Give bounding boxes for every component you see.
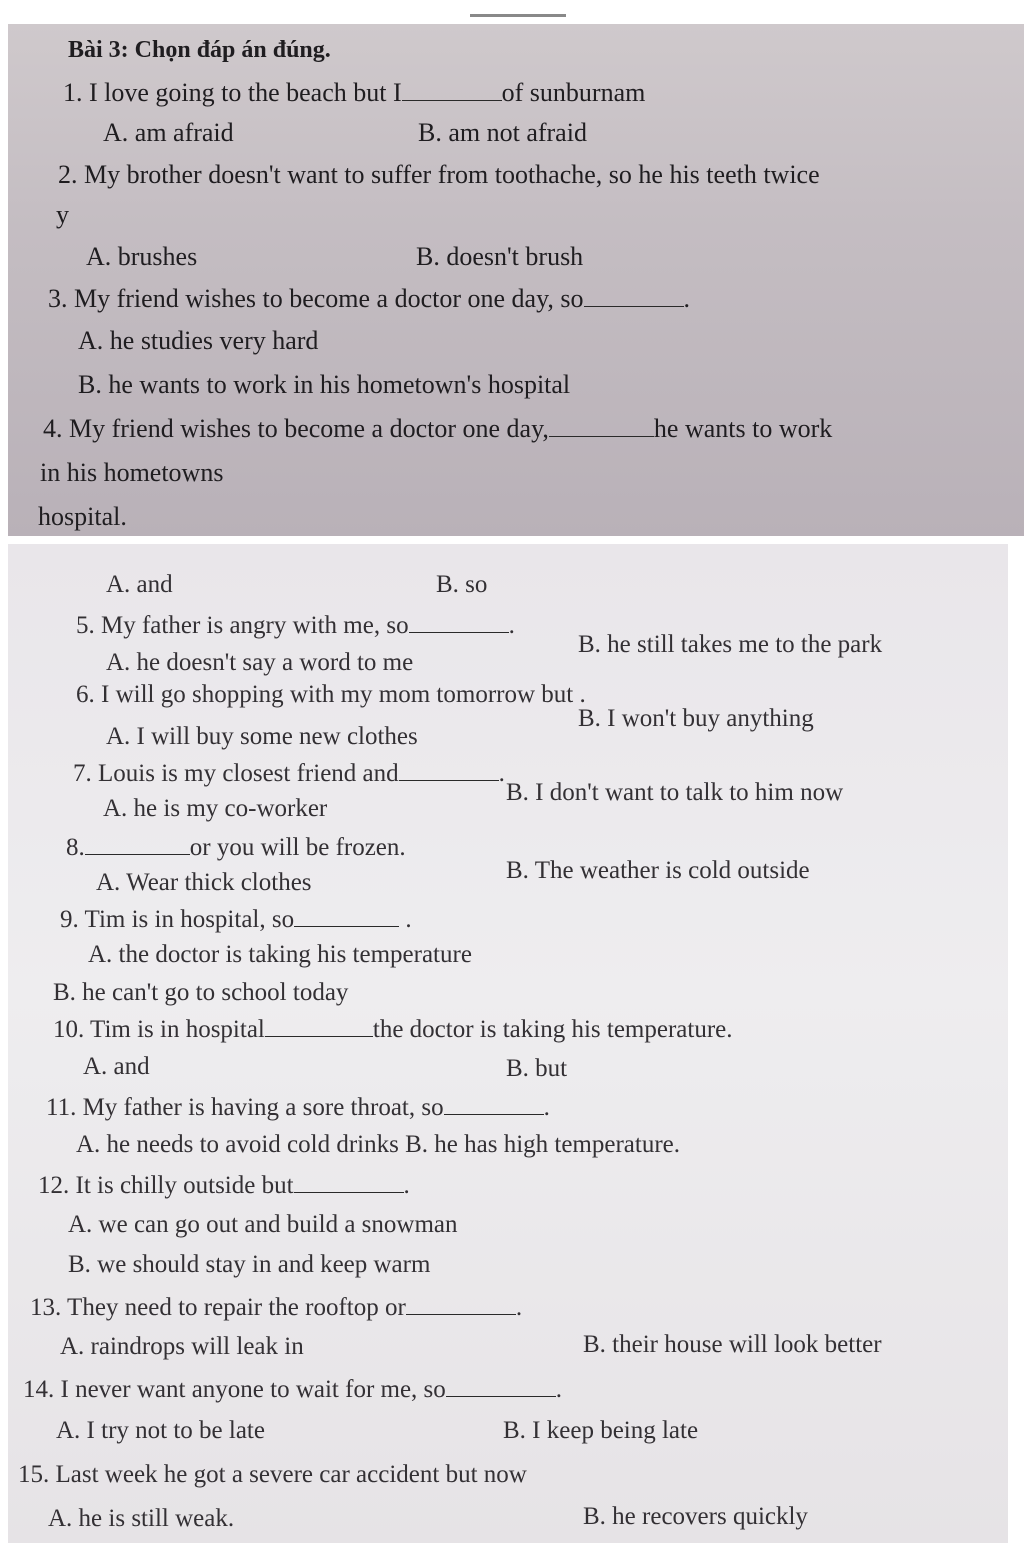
worksheet-line-q1-a: [103, 120, 234, 146]
line-text: B. but: [506, 1055, 568, 1082]
worksheet-line-q13-b: [583, 1332, 882, 1357]
line-text-after-blank: or you will be frozen.: [189, 834, 406, 861]
line-text-after-blank: .: [683, 284, 691, 313]
worksheet-line-q4-cont: [40, 460, 223, 486]
worksheet-line-q5-a: [106, 650, 413, 675]
line-text: B. I keep being late: [503, 1417, 699, 1444]
worksheet-line-q1-b: [418, 120, 587, 146]
answer-blank: [549, 416, 654, 437]
line-text-after-blank: .: [543, 1094, 550, 1121]
answer-blank: [294, 906, 399, 927]
line-text: B. so: [436, 571, 488, 598]
line-text: B. he can't go to school today: [53, 979, 349, 1006]
line-text: 10. Tim is in hospital: [53, 1016, 265, 1043]
line-text: B. he wants to work in his hometown's hospital: [78, 370, 571, 399]
line-text-after-blank: .: [573, 681, 586, 708]
answer-blank: [584, 286, 684, 307]
worksheet-line-q10-a: [83, 1054, 150, 1079]
worksheet-line-q8-a: [96, 870, 312, 895]
worksheet-line-q3: [48, 286, 690, 312]
worksheet-line-q14-b: [503, 1418, 698, 1443]
worksheet-line-q2-a: [86, 244, 197, 270]
line-text-after-blank: .: [399, 906, 412, 933]
line-text: A. Wear thick clothes: [96, 869, 312, 896]
line-text: 1. I love going to the beach but I: [63, 78, 402, 107]
line-text: A. he studies very hard: [78, 326, 319, 355]
line-text: 11. My father is having a sore throat, so: [46, 1094, 444, 1121]
worksheet-line-q9: [60, 906, 412, 932]
line-text-after-blank: .: [498, 760, 505, 787]
line-text: 8.: [66, 834, 85, 861]
line-text: A. am afraid: [103, 118, 234, 147]
worksheet-photo-top: [8, 24, 1024, 536]
worksheet-line-q10-b: [506, 1056, 567, 1081]
line-text: B. I won't buy anything: [578, 705, 814, 732]
line-text: 9. Tim is in hospital, so: [60, 906, 295, 933]
line-text: 4. My friend wishes to become a doctor one day,: [43, 414, 549, 443]
worksheet-line-q3-a: [78, 328, 318, 354]
worksheet-line-q2: [58, 162, 820, 188]
line-text: B. we should stay in and keep warm: [68, 1251, 431, 1278]
line-text-after-blank: the doctor is taking his temperature.: [372, 1016, 733, 1043]
line-text: Bài 3: Chọn đáp án đúng.: [68, 37, 331, 63]
worksheet-line-q10: [53, 1016, 733, 1042]
line-text: A. he is my co-worker: [103, 795, 328, 822]
worksheet-line-q14: [23, 1376, 562, 1402]
line-text: 15. Last week he got a severe car accident but now: [18, 1461, 527, 1488]
line-text: A. the doctor is taking his temperature: [88, 941, 472, 968]
worksheet-line-q8-b: [506, 858, 810, 883]
line-text: A. I will buy some new clothes: [106, 723, 418, 750]
paper-edge-mark: [470, 14, 566, 17]
worksheet-line-q6-a: [106, 724, 418, 749]
line-text-after-blank: .: [515, 1294, 523, 1321]
worksheet-line-q2-b: [416, 244, 583, 270]
line-text: 7. Louis is my closest friend and: [73, 760, 399, 787]
worksheet-line-q13: [30, 1294, 522, 1320]
worksheet-line-q1: [63, 80, 645, 106]
worksheet-line-q4-b: [436, 572, 487, 597]
line-text: A. I try not to be late: [56, 1417, 265, 1444]
answer-blank: [265, 1016, 373, 1037]
worksheet-line-q6-b: [578, 706, 814, 731]
worksheet-line-heading: [68, 38, 331, 62]
line-text: hospital.: [38, 502, 127, 531]
line-text: A. we can go out and build a snowman: [68, 1211, 458, 1238]
worksheet-line-q11: [46, 1094, 550, 1120]
worksheet-line-q12-b: [68, 1252, 430, 1277]
line-text: B. he recovers quickly: [583, 1503, 808, 1530]
worksheet-line-q15: [18, 1462, 527, 1487]
worksheet-line-q9-a: [88, 942, 472, 967]
line-text: B. their house will look better: [583, 1331, 882, 1358]
worksheet-line-q11-a: [76, 1132, 680, 1157]
worksheet-line-q7-a: [103, 796, 327, 821]
answer-blank: [446, 1376, 556, 1397]
line-text: in his hometowns: [40, 458, 224, 487]
worksheet-line-q7-b: [506, 780, 843, 805]
line-text: A. and: [83, 1053, 150, 1080]
answer-blank: [402, 80, 502, 101]
line-text: B. I don't want to talk to him now: [506, 779, 844, 806]
worksheet-line-q7: [73, 760, 505, 786]
worksheet-line-q13-a: [60, 1334, 304, 1359]
line-text: B. am not afraid: [418, 118, 587, 147]
line-text: 13. They need to repair the rooftop or: [30, 1294, 406, 1321]
worksheet-line-q15-b: [583, 1504, 808, 1529]
answer-blank: [444, 1094, 544, 1115]
worksheet-line-q5: [76, 612, 515, 638]
answer-blank: [406, 1294, 516, 1315]
line-text: y: [56, 200, 69, 229]
worksheet-line-q15-a: [48, 1506, 234, 1531]
worksheet-line-q12-a: [68, 1212, 458, 1237]
worksheet-line-q4-cont2: [38, 504, 127, 530]
line-text: A. and: [106, 571, 173, 598]
line-text: 14. I never want anyone to wait for me, so: [23, 1376, 446, 1403]
line-text-after-blank: .: [555, 1376, 563, 1403]
line-text: A. raindrops will leak in: [60, 1333, 304, 1360]
worksheet-line-q3-b: [78, 372, 570, 398]
worksheet-line-q4: [43, 416, 832, 442]
worksheet-line-q6: [76, 682, 586, 707]
line-text: 3. My friend wishes to become a doctor one day, so: [48, 284, 584, 313]
line-text: 2. My brother doesn't want to suffer from toothache, so he his teeth twice: [58, 160, 820, 189]
line-text: A. brushes: [86, 242, 198, 271]
answer-blank: [294, 1172, 404, 1193]
line-text: B. he still takes me to the park: [578, 631, 883, 658]
line-text: 5. My father is angry with me, so: [76, 612, 409, 639]
worksheet-line-q9-b: [53, 980, 348, 1005]
line-text-after-blank: .: [508, 612, 515, 639]
line-text-after-blank: he wants to work: [653, 414, 833, 443]
line-text-after-blank: .: [403, 1172, 410, 1199]
line-text: 12. It is chilly outside but: [38, 1172, 294, 1199]
line-text: A. he needs to avoid cold drinks B. he has high temperature.: [76, 1131, 681, 1158]
answer-blank: [85, 834, 190, 855]
worksheet-line-q14-a: [56, 1418, 265, 1443]
line-text: A. he is still weak.: [48, 1505, 235, 1532]
worksheet-line-q2-cont: [56, 202, 69, 228]
worksheet-line-q4-a: [106, 572, 173, 597]
answer-blank: [399, 760, 499, 781]
line-text: 6. I will go shopping with my mom tomorrow but: [76, 681, 574, 708]
line-text: B. doesn't brush: [416, 242, 584, 271]
worksheet-photo-bottom: [8, 544, 1008, 1543]
worksheet-line-q8: [66, 834, 406, 860]
worksheet-line-q12: [38, 1172, 410, 1198]
line-text-after-blank: of sunburnam: [501, 78, 646, 107]
worksheet-line-q5-b: [578, 632, 882, 657]
line-text: A. he doesn't say a word to me: [106, 649, 414, 676]
answer-blank: [409, 612, 509, 633]
line-text: B. The weather is cold outside: [506, 857, 810, 884]
